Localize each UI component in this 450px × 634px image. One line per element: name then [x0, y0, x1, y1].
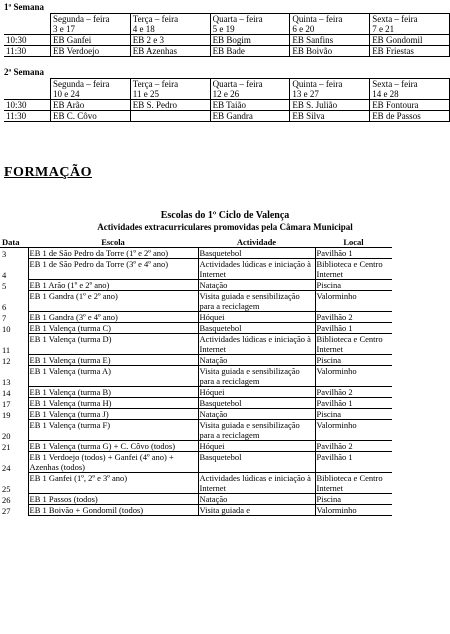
location-cell: Pavilhão 1	[315, 323, 392, 334]
date-cell: 12	[0, 355, 28, 366]
date-cell: 14	[0, 387, 28, 398]
location-cell: Valorminho	[315, 291, 392, 312]
table-row	[4, 111, 450, 122]
table-row	[0, 355, 392, 366]
day-header: Terça – feira 4 e 18	[130, 14, 210, 35]
table-row	[0, 420, 392, 441]
location-cell: Pavilhão 2	[315, 441, 392, 452]
col-header-data: Data	[0, 237, 28, 248]
school-cell: EB 1 Passos (todos)	[28, 494, 198, 505]
day-header: Quinta – feira 6 e 20	[290, 14, 370, 35]
school-cell	[130, 111, 210, 122]
week1-header-row	[4, 14, 450, 35]
table-row	[0, 312, 392, 323]
day-header: Segunda – feira 10 e 24	[51, 79, 131, 100]
school-cell: EB Fontoura	[370, 100, 450, 111]
day-header: Terça – feira 11 e 25	[130, 79, 210, 100]
activity-cell: Hóquei	[198, 387, 315, 398]
location-cell: Biblioteca e Centro Internet	[315, 334, 392, 355]
location-cell: Valorminho	[315, 505, 392, 516]
school-cell: EB 1 Gandra (3º e 4º ano)	[28, 312, 198, 323]
school-cell: EB 1 Valença (turma G) + C. Côvo (todos)	[28, 441, 198, 452]
school-cell: EB 1 Valença (turma A)	[28, 366, 198, 387]
school-cell: EB 1 Valença (turma J)	[28, 409, 198, 420]
date-cell: 11	[0, 334, 28, 355]
table-row	[4, 35, 450, 46]
table-row	[0, 280, 392, 291]
time-cell: 10:30	[4, 100, 51, 111]
school-cell: EB 1 Gandra (1º e 2º ano)	[28, 291, 198, 312]
time-cell: 11:30	[4, 111, 51, 122]
col-header-local: Local	[315, 237, 392, 248]
table-row	[0, 248, 392, 259]
table-row	[0, 323, 392, 334]
school-cell: EB 2 e 3	[130, 35, 210, 46]
school-cell: EB 1 Ganfei (1º, 2º e 3º ano)	[28, 473, 198, 494]
school-cell: EB 1 de São Pedro da Torre (1º e 2º ano)	[28, 248, 198, 259]
activities-title: Escolas do 1º Ciclo de Valença	[160, 210, 290, 221]
date-cell: 5	[0, 280, 28, 291]
table-row	[0, 334, 392, 355]
school-cell: EB Friestas	[370, 46, 450, 57]
col-header-escola: Escola	[28, 237, 198, 248]
location-cell: Piscina	[315, 355, 392, 366]
school-cell: EB Gondomil	[370, 35, 450, 46]
time-header-cell	[4, 14, 51, 35]
date-cell: 6	[0, 291, 28, 312]
day-header: Quarta – feira 5 e 19	[210, 14, 290, 35]
location-cell: Biblioteca e Centro Internet	[315, 473, 392, 494]
school-cell: EB 1 Arão (1º e 2º ano)	[28, 280, 198, 291]
time-cell: 10:30	[4, 35, 51, 46]
activities-table-body	[0, 248, 392, 516]
table-row	[0, 409, 392, 420]
activity-cell: Actividades lúdicas e iniciação à Internet	[198, 259, 315, 280]
location-cell: Valorminho	[315, 366, 392, 387]
time-header-cell	[4, 79, 51, 100]
school-cell: EB S. Julião	[290, 100, 370, 111]
date-cell: 10	[0, 323, 28, 334]
time-cell: 11:30	[4, 46, 51, 57]
week2-schedule-table	[4, 78, 450, 122]
date-cell: 13	[0, 366, 28, 387]
activity-cell: Natação	[198, 355, 315, 366]
table-row	[0, 494, 392, 505]
col-header-actividade: Actividade	[198, 237, 315, 248]
school-cell: EB 1 Valença (turma B)	[28, 387, 198, 398]
location-cell: Piscina	[315, 409, 392, 420]
activity-cell: Natação	[198, 280, 315, 291]
activity-cell: Basquetebol	[198, 398, 315, 409]
date-cell: 25	[0, 473, 28, 494]
school-cell: EB Sanfins	[290, 35, 370, 46]
activity-cell: Basquetebol	[198, 452, 315, 473]
day-header: Sexta – feira 7 e 21	[370, 14, 450, 35]
table-row	[0, 441, 392, 452]
activity-cell: Basquetebol	[198, 323, 315, 334]
school-cell: EB 1 Boivão + Gondomil (todos)	[28, 505, 198, 516]
table-row	[0, 259, 392, 280]
table-row	[0, 473, 392, 494]
date-cell: 21	[0, 441, 28, 452]
date-cell: 20	[0, 420, 28, 441]
date-cell: 27	[0, 505, 28, 516]
activity-cell: Visita guiada e sensibilização para a reciclagem	[198, 366, 315, 387]
school-cell: EB Verdoejo	[51, 46, 131, 57]
day-header: Quarta – feira 12 e 26	[210, 79, 290, 100]
school-cell: EB Bogim	[210, 35, 290, 46]
school-cell: EB Ganfei	[51, 35, 131, 46]
location-cell: Pavilhão 1	[315, 398, 392, 409]
activity-cell: Visita guiada e sensibilização para a reciclagem	[198, 291, 315, 312]
school-cell: EB 1 Valença (turma H)	[28, 398, 198, 409]
date-cell: 3	[0, 248, 28, 259]
activities-table	[0, 237, 392, 516]
school-cell: EB Boivão	[290, 46, 370, 57]
location-cell: Piscina	[315, 280, 392, 291]
table-row	[0, 387, 392, 398]
school-cell: EB 1 Valença (turma F)	[28, 420, 198, 441]
activities-subtitle: Actividades extracurriculares promovidas pela Câmara Municipal	[97, 222, 353, 232]
activity-cell: Hóquei	[198, 312, 315, 323]
date-cell: 4	[0, 259, 28, 280]
school-cell: EB Azenhas	[130, 46, 210, 57]
activity-cell: Basquetebol	[198, 248, 315, 259]
school-cell: EB Gandra	[210, 111, 290, 122]
week1-schedule-table	[4, 13, 450, 57]
table-row	[0, 366, 392, 387]
school-cell: EB Arão	[51, 100, 131, 111]
table-row	[4, 46, 450, 57]
location-cell: Pavilhão 2	[315, 312, 392, 323]
school-cell: EB 1 de São Pedro da Torre (3º e 4º ano)	[28, 259, 198, 280]
week2-header-row	[4, 79, 450, 100]
activity-cell: Actividades lúdicas e iniciação à Internet	[198, 473, 315, 494]
day-header: Segunda – feira 3 e 17	[51, 14, 131, 35]
location-cell: Pavilhão 1	[315, 452, 392, 473]
school-cell: EB de Passos	[370, 111, 450, 122]
week2-title: 2ª Semana	[4, 67, 44, 77]
school-cell: EB 1 Valença (turma C)	[28, 323, 198, 334]
day-header: Quinta – feira 13 e 27	[290, 79, 370, 100]
table-row	[0, 291, 392, 312]
activity-cell: Visita guiada e	[198, 505, 315, 516]
day-header: Sexta – feira 14 e 28	[370, 79, 450, 100]
location-cell: Biblioteca e Centro Internet	[315, 259, 392, 280]
date-cell: 17	[0, 398, 28, 409]
table-row	[0, 452, 392, 473]
school-cell: EB 1 Verdoejo (todos) + Ganfei (4º ano) + Azenhas (todos)	[28, 452, 198, 473]
week1-title: 1ª Semana	[4, 2, 44, 12]
table-row	[0, 398, 392, 409]
table-row	[0, 505, 392, 516]
table-row	[4, 100, 450, 111]
location-cell: Pavilhão 1	[315, 248, 392, 259]
school-cell: EB 1 Valença (turma E)	[28, 355, 198, 366]
location-cell: Piscina	[315, 494, 392, 505]
date-cell: 26	[0, 494, 28, 505]
date-cell: 24	[0, 452, 28, 473]
activity-cell: Natação	[198, 494, 315, 505]
activity-cell: Hóquei	[198, 441, 315, 452]
school-cell: EB Bade	[210, 46, 290, 57]
activities-header-row	[0, 237, 392, 248]
date-cell: 7	[0, 312, 28, 323]
date-cell: 19	[0, 409, 28, 420]
activity-cell: Natação	[198, 409, 315, 420]
school-cell: EB Silva	[290, 111, 370, 122]
activity-cell: Visita guiada e sensibilização para a reciclagem	[198, 420, 315, 441]
school-cell: EB S. Pedro	[130, 100, 210, 111]
activity-cell: Actividades lúdicas e iniciação à Internet	[198, 334, 315, 355]
school-cell: EB Taião	[210, 100, 290, 111]
location-cell: Valorminho	[315, 420, 392, 441]
section-title: FORMAÇÃO	[4, 165, 92, 180]
location-cell: Pavilhão 2	[315, 387, 392, 398]
school-cell: EB 1 Valença (turma D)	[28, 334, 198, 355]
school-cell: EB C. Côvo	[51, 111, 131, 122]
